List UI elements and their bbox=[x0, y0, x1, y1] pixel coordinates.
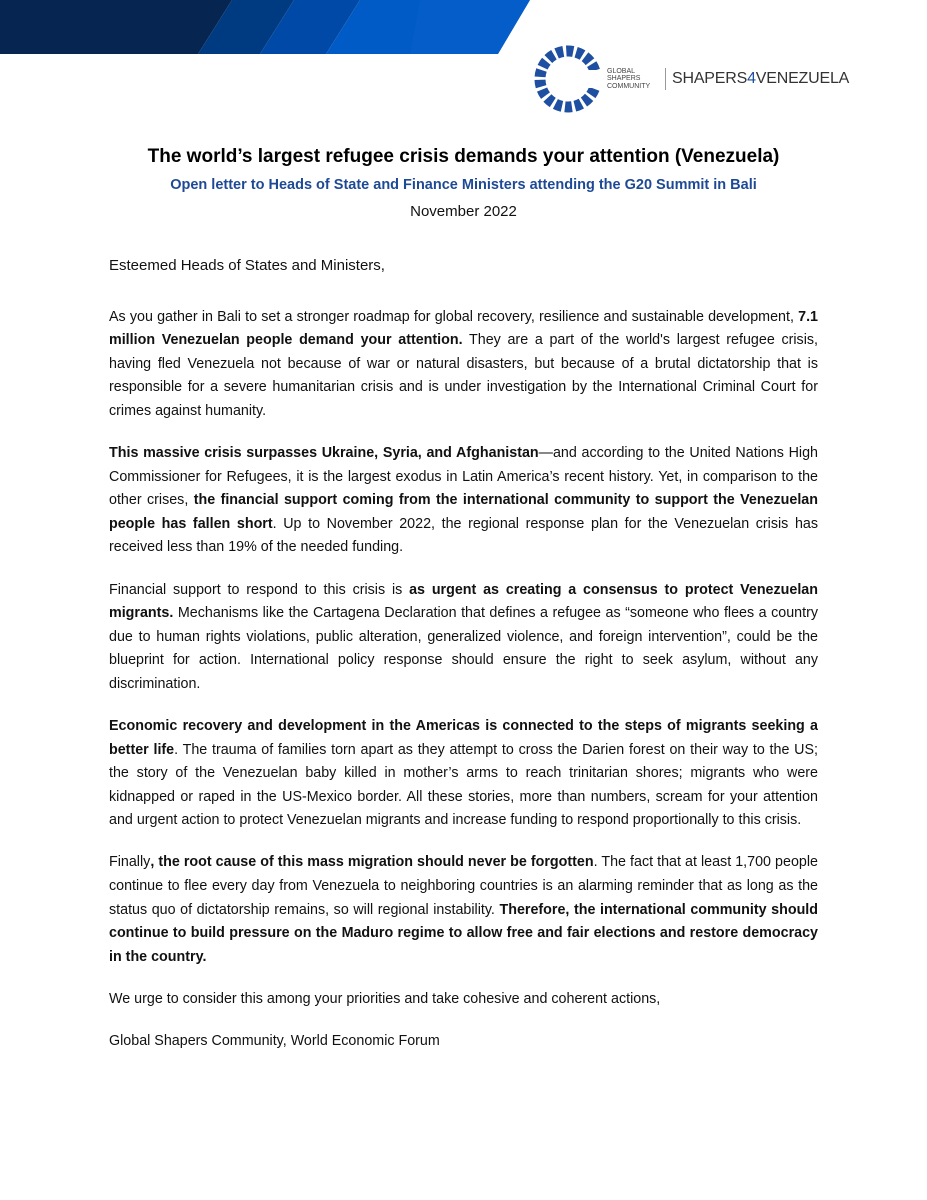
bold-text: Therefore, the international community should continue to build pressure on the Maduro regime to allow free and fair elections and restore democracy in the country. bbox=[109, 901, 819, 965]
letter-body bbox=[109, 254, 818, 1072]
text: . Up to November 2022, the regional response plan for the Venezuelan crisis has received less than 19% of the needed funding. bbox=[109, 515, 818, 556]
bold-text: This massive crisis surpasses Ukraine, Syria, and Afghanistan bbox=[109, 445, 539, 462]
logo-divider bbox=[665, 68, 666, 90]
page-subtitle: Open letter to Heads of State and Finance Ministers attending the G20 Summit in Bali bbox=[170, 177, 757, 193]
text: Finally bbox=[109, 854, 151, 871]
paragraph bbox=[109, 442, 818, 560]
paragraph bbox=[109, 715, 818, 833]
page-title: The world’s largest refugee crisis demands your attention (Venezuela) bbox=[147, 146, 780, 167]
logo-line: SHAPERS bbox=[607, 75, 641, 83]
bold-text: as urgent as creating a consensus to protect Venezuelan migrants. bbox=[109, 581, 818, 622]
brand-number: 4 bbox=[747, 70, 756, 87]
global-shapers-logo bbox=[533, 44, 849, 114]
text: . The fact that at least 1,700 people continue to flee every day from Venezuela to neighboring countries is an alarming reminder that as long as the status quo of dictatorship remains, so will regional instability. bbox=[109, 854, 818, 918]
paragraph bbox=[109, 851, 818, 969]
letter-date: November 2022 bbox=[410, 203, 517, 220]
text: As you gather in Bali to set a stronger roadmap for global recovery, resilience and sustainable development, bbox=[109, 308, 799, 325]
bold-text: , the root cause of this mass migration should never be forgotten bbox=[150, 854, 594, 871]
logo-line: COMMUNITY bbox=[607, 82, 651, 90]
brand-prefix: SHAPERS bbox=[672, 70, 748, 87]
paragraph bbox=[109, 579, 818, 697]
paragraph bbox=[109, 306, 818, 424]
text: Global Shapers Community, World Economic Forum bbox=[109, 1033, 440, 1050]
text: They are a part of the world's largest refugee crisis, having fled Venezuela not because of war or natural disasters, but because of a brutal dictatorship that is responsible for a severe humanitarian crisis and is under investigation by the International Criminal Court for crimes against humanity. bbox=[109, 332, 818, 419]
closing bbox=[109, 988, 818, 1012]
text: —and according to the United Nations High Commissioner for Refugees, it is the largest exodus in Latin America’s recent history. Yet, in comparison to the other crises, bbox=[109, 445, 818, 509]
text: Financial support to respond to this crisis is bbox=[109, 581, 410, 598]
logo-line: GLOBAL bbox=[607, 67, 636, 75]
text: Mechanisms like the Cartagena Declaration that defines a refugee as “someone who flees a country due to human rights violations, public alteration, generalized violence, and foreign intervention”, could be the blueprint for action. International policy response should ensure the right to seek asylum, without any discrimination. bbox=[109, 605, 818, 692]
header-banner bbox=[0, 0, 540, 60]
brand-suffix: VENEZUELA bbox=[755, 70, 850, 87]
bold-text: the financial support coming from the international community to support the Venezuelan people has fallen short bbox=[109, 492, 818, 532]
brand-name bbox=[672, 70, 849, 88]
greeting: Esteemed Heads of States and Ministers, bbox=[109, 257, 385, 274]
bold-text: 7.1 million Venezuelan people demand your attention. bbox=[109, 308, 818, 349]
logo-text bbox=[607, 68, 663, 91]
bold-text: Economic recovery and development in the Americas is connected to the steps of migrants seeking a better life bbox=[109, 718, 818, 758]
text: We urge to consider this among your priorities and take cohesive and coherent actions, bbox=[109, 990, 661, 1007]
globe-ring-icon bbox=[533, 44, 603, 114]
signature bbox=[109, 1030, 818, 1054]
text: . The trauma of families torn apart as they attempt to cross the Darien forest on their way to the US; the story of the Venezuelan baby killed in mother’s arms to reach trinitarian shores; migrants who were kidnapped or raped in the US-Mexico border. All these stories, more than numbers, scream for your attention and urgent action to protect Venezuelan migrants and increase funding to respond proportionally to this crisis. bbox=[109, 741, 819, 829]
